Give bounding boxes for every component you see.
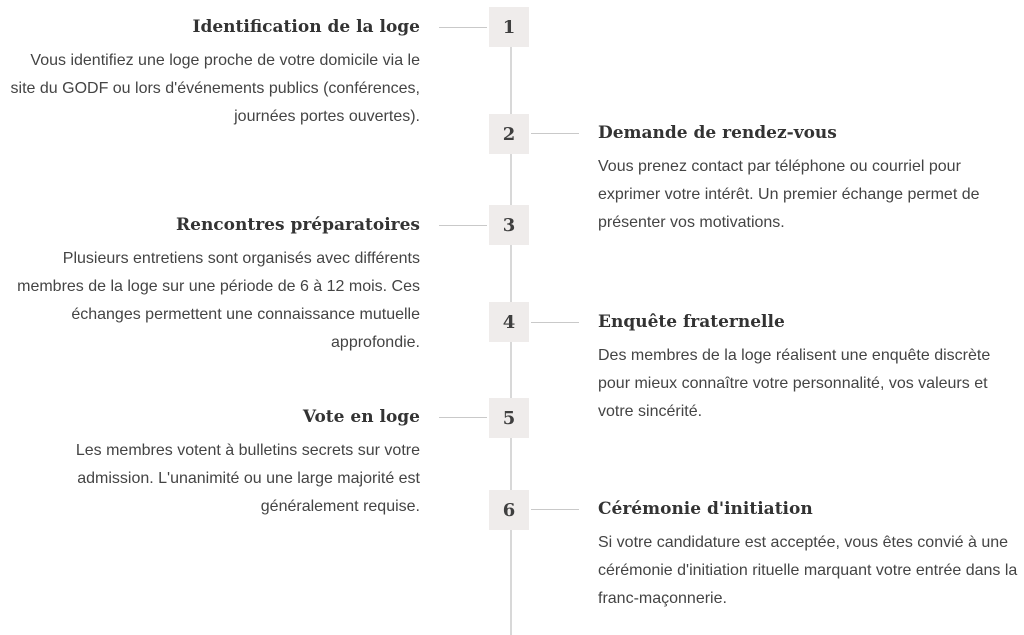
step-4-title: Enquête fraternelle [598, 312, 785, 332]
step-2-badge: 2 [489, 114, 529, 154]
step-1-badge: 1 [489, 7, 529, 47]
step-2-connector [531, 133, 579, 134]
step-5-badge: 5 [489, 398, 529, 438]
step-4-card [598, 310, 1018, 426]
step-6-badge: 6 [489, 490, 529, 530]
step-3-description: Plusieurs entretiens sont organisés avec différents membres de la loge sur une période de 6 à 12 mois. Ces échanges permettent une connaissance mutuelle approfondie. [17, 250, 420, 351]
step-4-connector [531, 322, 579, 323]
step-6-description: Si votre candidature est acceptée, vous êtes convié à une cérémonie d'initiation rituelle marquant votre entrée dans la franc-maçonnerie. [598, 534, 1018, 607]
step-5-description: Les membres votent à bulletins secrets sur votre admission. L'unanimité ou une large majorité est généralement requise. [75, 442, 420, 515]
step-2-title: Demande de rendez-vous [598, 123, 837, 143]
step-4-badge: 4 [489, 302, 529, 342]
step-5-connector [439, 417, 487, 418]
step-3-title: Rencontres préparatoires [176, 215, 420, 235]
step-2-description: Vous prenez contact par téléphone ou courriel pour exprimer votre intérêt. Un premier échange permet de présenter vos motivations. [598, 158, 980, 231]
step-2-card [598, 121, 1018, 237]
step-4-description: Des membres de la loge réalisent une enquête discrète pour mieux connaître votre personnalité, vos valeurs et votre sincérité. [598, 347, 991, 420]
step-5-card [4, 405, 420, 521]
step-6-connector [531, 509, 579, 510]
step-5-title: Vote en loge [302, 407, 420, 427]
step-6-title: Cérémonie d'initiation [598, 499, 813, 519]
step-1-connector [439, 27, 487, 28]
step-1-description: Vous identifiez une loge proche de votre domicile via le site du GODF ou lors d'événements publics (conférences, journées portes ouvertes). [10, 52, 420, 125]
step-6-card [598, 497, 1018, 613]
step-3-connector [439, 225, 487, 226]
step-3-badge: 3 [489, 205, 529, 245]
step-3-card [4, 213, 420, 357]
step-1-title: Identification de la loge [192, 17, 420, 37]
step-1-card [4, 15, 420, 131]
